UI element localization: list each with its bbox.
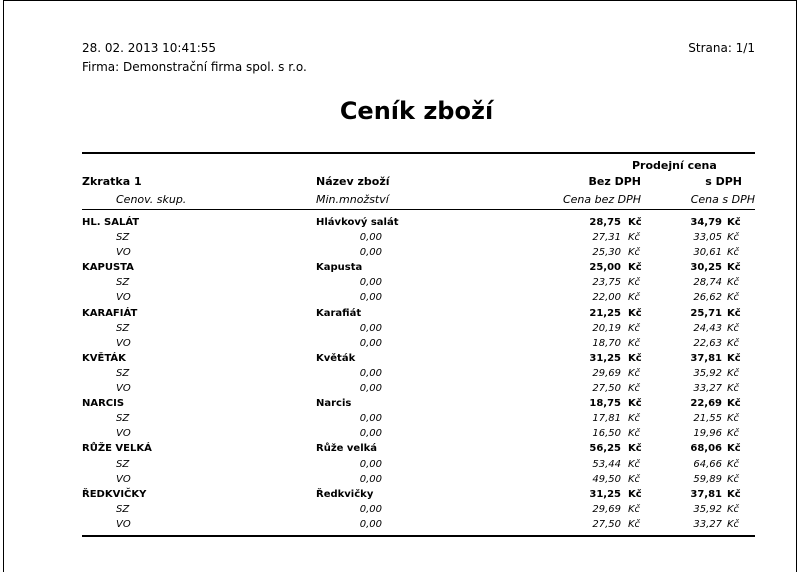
group-price-no-vat: 29,69 [592,503,621,515]
page-number: Strana: 1/1 [688,41,755,55]
item-name: Květák [316,352,356,364]
item-price-no-vat: 25,00 [589,262,621,274]
currency-label: Kč [628,232,641,244]
currency-label: Kč [727,443,741,455]
currency-label: Kč [727,398,741,410]
price-group-row [0,458,797,473]
item-price-vat: 25,71 [690,307,722,319]
group-price-vat: 59,89 [693,473,722,485]
col-subheader-price-vat: Cena s DPH [690,193,755,206]
currency-label: Kč [628,383,641,395]
price-group-row [0,427,797,442]
min-quantity: 0,00 [359,503,382,515]
currency-label: Kč [628,292,641,304]
group-price-no-vat: 27,31 [592,232,621,244]
col-subheader-price-group-code: Cenov. skup. [116,193,187,206]
currency-label: Kč [628,458,641,470]
price-group-code: SZ [116,322,130,334]
price-group-code: VO [116,337,131,349]
group-price-vat: 28,74 [693,277,722,289]
currency-label: Kč [727,217,741,228]
header-rule-top [82,152,755,154]
price-group-code: VO [116,383,131,395]
currency-label: Kč [628,322,641,334]
group-price-no-vat: 17,81 [592,413,621,425]
item-row [0,261,797,276]
currency-label: Kč [727,232,740,244]
item-price-no-vat: 31,25 [589,488,621,500]
item-code: NARCIS [82,398,125,410]
min-quantity: 0,00 [359,337,382,349]
currency-label: Kč [727,277,740,289]
price-group-row [0,473,797,488]
group-price-vat: 19,96 [693,428,722,440]
currency-label: Kč [628,413,641,425]
group-price-no-vat: 53,44 [592,458,621,470]
currency-label: Kč [727,262,741,274]
currency-label: Kč [628,262,642,274]
currency-label: Kč [727,322,740,334]
price-group-row [0,367,797,382]
group-price-no-vat: 23,75 [592,277,621,289]
min-quantity: 0,00 [359,322,382,334]
item-price-vat: 37,81 [690,488,722,500]
group-price-no-vat: 22,00 [592,292,621,304]
header-rule-bottom [82,209,755,210]
group-price-no-vat: 16,50 [592,428,621,440]
col-subheader-price-no-vat: Cena bez DPH [562,193,641,206]
firm-name: Demonstrační firma spol. s r.o. [123,60,307,74]
group-price-vat: 33,27 [693,383,722,395]
item-row [0,488,797,503]
item-row [0,216,797,231]
currency-label: Kč [727,518,740,530]
price-group-row [0,382,797,397]
currency-label: Kč [727,503,740,515]
price-group-row [0,322,797,337]
item-price-vat: 37,81 [690,352,722,364]
table-end-rule [82,535,755,537]
currency-label: Kč [727,458,740,470]
item-code: ŘEDKVIČKY [82,488,147,500]
item-price-no-vat: 31,25 [589,352,621,364]
item-code: KAPUSTA [82,262,134,274]
item-name: Kapusta [316,262,363,274]
currency-label: Kč [628,277,641,289]
group-price-no-vat: 20,19 [592,322,621,334]
item-price-no-vat: 18,75 [589,398,621,410]
min-quantity: 0,00 [359,413,382,425]
min-quantity: 0,00 [359,247,382,259]
print-datetime: 28. 02. 2013 10:41:55 [82,41,217,55]
item-name: Narcis [316,398,352,410]
price-group-row [0,337,797,352]
item-code: HL. SALÁT [82,217,140,228]
firm-line [82,60,307,74]
price-group-code: VO [116,428,131,440]
group-price-no-vat: 27,50 [592,383,621,395]
min-quantity: 0,00 [359,292,382,304]
item-name: Růže velká [316,443,378,455]
min-quantity: 0,00 [359,383,382,395]
price-group-code: VO [116,518,131,530]
price-group-row [0,246,797,261]
currency-label: Kč [727,488,741,500]
item-price-vat: 34,79 [690,217,722,228]
currency-label: Kč [628,398,642,410]
item-price-vat: 30,25 [690,262,722,274]
min-quantity: 0,00 [359,458,382,470]
group-price-vat: 21,55 [693,413,722,425]
price-group-code: SZ [116,232,130,244]
group-price-vat: 33,05 [693,232,722,244]
item-price-no-vat: 56,25 [589,443,621,455]
currency-label: Kč [727,428,740,440]
price-group-code: VO [116,247,131,259]
min-quantity: 0,00 [359,277,382,289]
currency-label: Kč [628,473,641,485]
currency-label: Kč [727,473,740,485]
col-header-price-no-vat: Bez DPH [588,175,641,188]
group-price-vat: 26,62 [693,292,722,304]
item-code: KVĚTÁK [82,352,126,364]
group-price-no-vat: 49,50 [592,473,621,485]
currency-label: Kč [628,217,642,228]
currency-label: Kč [727,413,740,425]
col-subheader-min-qty: Min.množství [316,193,389,206]
col-header-price-group: Prodejní cena [632,159,717,172]
price-group-row [0,276,797,291]
firm-label: Firma: [82,60,120,74]
group-price-vat: 33,27 [693,518,722,530]
price-group-code: SZ [116,503,130,515]
price-group-code: SZ [116,277,130,289]
item-row [0,307,797,322]
item-price-vat: 68,06 [690,443,722,455]
item-name: Ředkvičky [316,488,374,500]
price-group-row [0,503,797,518]
item-name: Hlávkový salát [316,217,399,228]
currency-label: Kč [628,503,641,515]
item-code: RŮŽE VELKÁ [82,443,152,455]
currency-label: Kč [628,428,641,440]
currency-label: Kč [628,337,641,349]
item-code: KARAFIÁT [82,307,138,319]
currency-label: Kč [628,443,642,455]
group-price-vat: 35,92 [693,367,722,379]
currency-label: Kč [628,247,641,259]
col-header-price-vat: s DPH [705,175,742,188]
group-price-no-vat: 27,50 [592,518,621,530]
report-title: Ceník zboží [339,97,494,125]
min-quantity: 0,00 [359,473,382,485]
currency-label: Kč [628,518,641,530]
currency-label: Kč [727,247,740,259]
price-group-row [0,231,797,246]
currency-label: Kč [628,367,641,379]
item-row [0,442,797,457]
currency-label: Kč [727,337,740,349]
group-price-vat: 22,63 [693,337,722,349]
item-price-no-vat: 28,75 [589,217,621,228]
group-price-no-vat: 29,69 [592,367,621,379]
item-row [0,397,797,412]
currency-label: Kč [628,352,642,364]
min-quantity: 0,00 [359,232,382,244]
col-header-code: Zkratka 1 [82,175,142,188]
currency-label: Kč [727,367,740,379]
currency-label: Kč [628,307,642,319]
currency-label: Kč [727,292,740,304]
price-group-row [0,291,797,306]
min-quantity: 0,00 [359,428,382,440]
currency-label: Kč [628,488,642,500]
item-price-no-vat: 21,25 [589,307,621,319]
currency-label: Kč [727,383,740,395]
price-list-table [0,216,797,533]
group-price-vat: 35,92 [693,503,722,515]
item-price-vat: 22,69 [690,398,722,410]
price-group-row [0,518,797,533]
item-name: Karafiát [316,307,362,319]
min-quantity: 0,00 [359,367,382,379]
currency-label: Kč [727,307,741,319]
price-group-code: VO [116,292,131,304]
price-group-code: SZ [116,413,130,425]
price-group-code: VO [116,473,131,485]
price-group-code: SZ [116,458,130,470]
group-price-no-vat: 25,30 [592,247,621,259]
group-price-no-vat: 18,70 [592,337,621,349]
group-price-vat: 24,43 [693,322,722,334]
min-quantity: 0,00 [359,518,382,530]
group-price-vat: 64,66 [693,458,722,470]
currency-label: Kč [727,352,741,364]
price-group-row [0,412,797,427]
group-price-vat: 30,61 [693,247,722,259]
item-row [0,352,797,367]
col-header-name: Název zboží [316,175,390,188]
price-group-code: SZ [116,367,130,379]
